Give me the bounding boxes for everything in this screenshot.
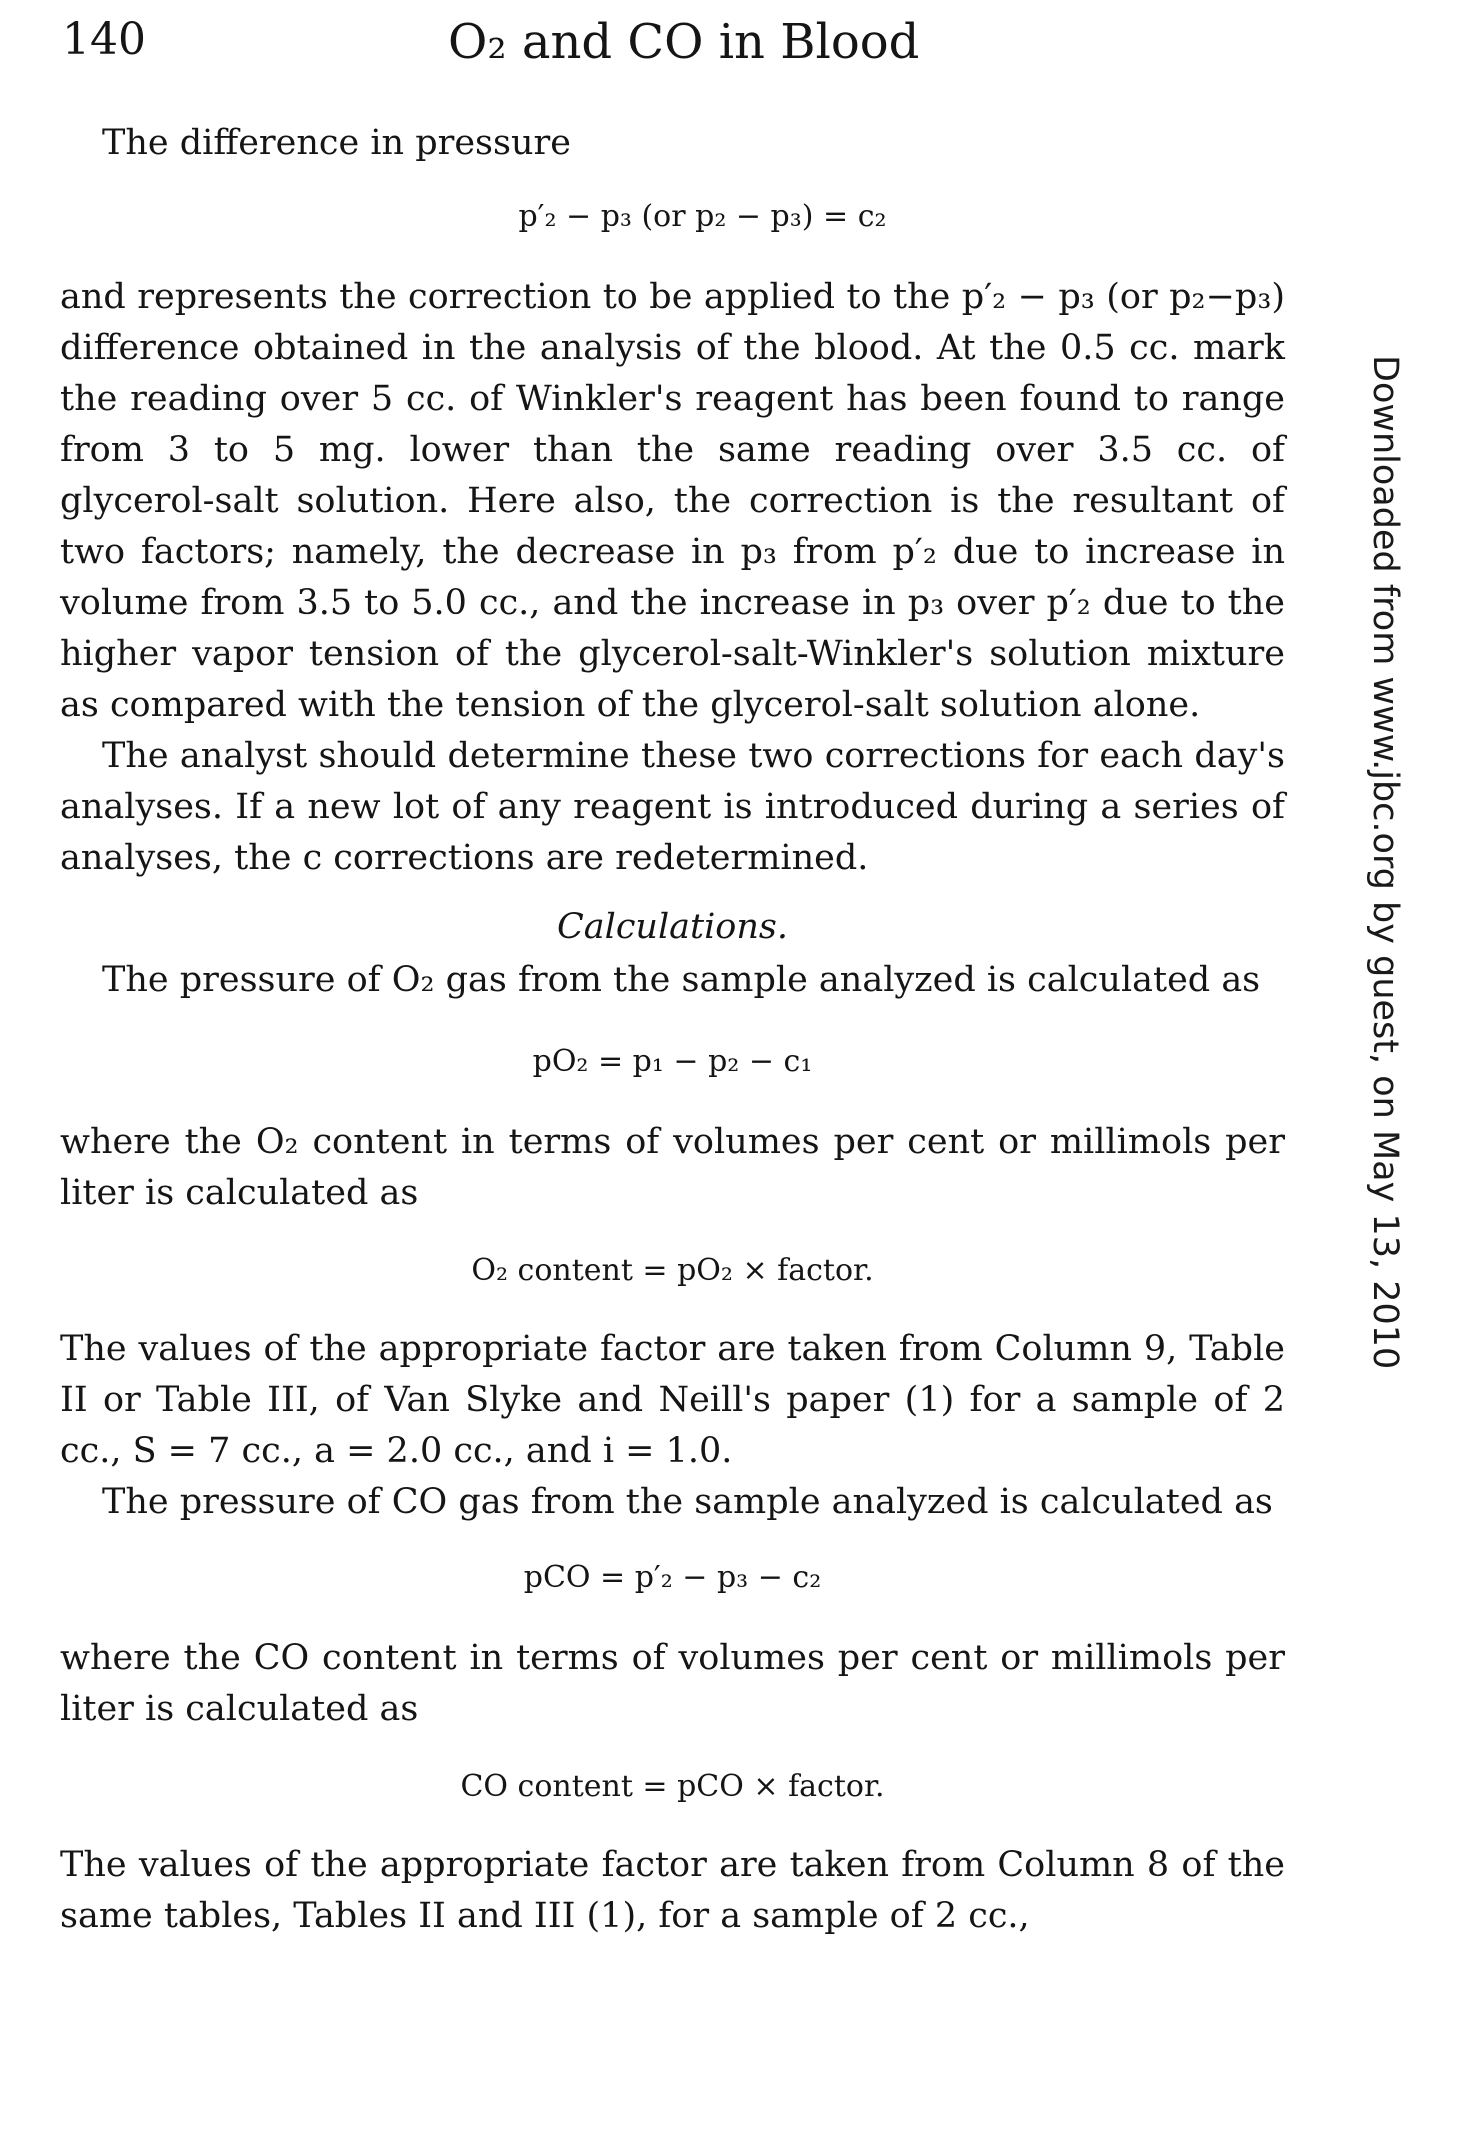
paragraph-pressure-difference: The difference in pressure <box>102 123 571 163</box>
section-heading-calculations: Calculations. <box>556 907 788 947</box>
paragraph-o2-content: where the O₂ content in terms of volumes per cent or millimols per liter is calculated as <box>60 1122 1285 1213</box>
equation-co-content: CO content = pCO × factor. <box>460 1769 885 1804</box>
page-header <box>50 8 1280 68</box>
equation-o2-content: O₂ content = pO₂ × factor. <box>471 1253 874 1288</box>
paragraph-co-content: where the CO content in terms of volumes per cent or millimols per liter is calculated as <box>60 1638 1285 1729</box>
paragraph-o2-pressure: The pressure of O₂ gas from the sample analyzed is calculated as <box>102 960 1261 1000</box>
equation-po2: pO₂ = p₁ − p₂ − c₁ <box>532 1044 813 1079</box>
download-watermark: Downloaded from www.jbc.org by guest, on May 13, 2010 <box>1365 355 1405 1370</box>
paragraph-daily-corrections: The analyst should determine these two corrections for each day's analyses. If a new lot of any reagent is introduced during a series of analyses, the c corrections are redetermined. <box>60 736 1285 878</box>
paragraph-correction: and represents the correction to be applied to the p′₂ − p₃ (or p₂−p₃) difference obtained in the analysis of the blood. At the 0.5 cc. mark the reading over 5 cc. of Winkler's reagent has been found to range from 3 to 5 mg. lower than the same reading over 3.5 cc. of glycerol-salt solution. Here also, the correction is the resultant of two factors; namely, the decrease in p₃ from p′₂ due to increase in volume from 3.5 to 5.0 cc., and the increase in p₃ over p′₂ due to the higher vapor tension of the glycerol-salt-Winkler's solution mixture as compared with the tension of the glycerol-salt solution alone. <box>60 277 1285 725</box>
paragraph-co-factor: The values of the appropriate factor are taken from Column 8 of the same tables, Tables II and III (1), for a sample of 2 cc., <box>60 1845 1285 1936</box>
equation-c2: p′₂ − p₃ (or p₂ − p₃) = c₂ <box>518 199 887 234</box>
page-number: 140 <box>62 14 146 65</box>
equation-pco: pCO = p′₂ − p₃ − c₂ <box>523 1560 822 1595</box>
body-text <box>60 118 1285 1942</box>
paragraph-o2-factor: The values of the appropriate factor are taken from Column 9, Table II or Table III, of Van Slyke and Neill's paper (1) for a sample of 2 cc., S = 7 cc., a = 2.0 cc., and i = 1.0. <box>60 1329 1285 1471</box>
running-title: O₂ and CO in Blood <box>448 14 920 70</box>
paragraph-co-pressure: The pressure of CO gas from the sample analyzed is calculated as <box>102 1482 1273 1522</box>
